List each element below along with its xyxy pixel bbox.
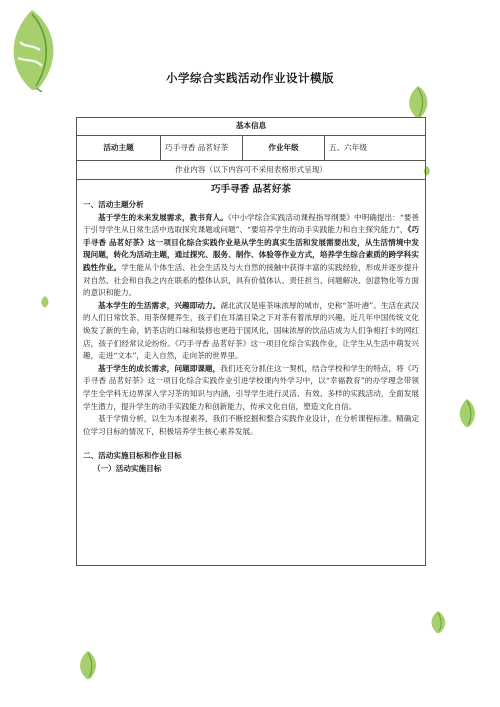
paragraph-1-lead: 基于学生的未来发展需求，教书育人。 — [98, 212, 228, 222]
tea-leaf-icon — [428, 610, 448, 634]
theme-value: 巧手寻香 品茗好茶 — [161, 136, 243, 160]
tea-leaf-icon — [456, 398, 478, 428]
grade-value: 五、六年级 — [329, 142, 367, 152]
basic-info-row — [77, 136, 425, 161]
tea-leaf-icon — [405, 85, 431, 119]
paragraph-1-emphasis: 《巧手寻香 品茗好茶》这一项目化综合实践作业是从学生的真实生活和发展需要出发，从生活情境中发现问题，转化为活动主题，通过探究、服务、制作、体验等作业方式，培养学生综合素质的跨学科实践性作业。 — [83, 225, 419, 272]
paragraph-4: 基于学情分析，以生为本提素养，我们不断挖掘和整合实践作业设计，在分析课程标准、精确定位学习目标的情况下，积极培养学生核心素养发展。 — [83, 414, 419, 436]
tea-leaf-icon — [76, 650, 100, 680]
paragraph-3-text: 我们还充分抓住这一契机，结合学校和学生的特点，将《巧手寻香 品茗好茶》这一项目化综合实践作业引进学校课内外学习中，以“幸福教育”的办学理念带领学生全学科无边界深入学习茶的知识与内涵，引导学生进行灵活、有效、多样的实践活动，全面发展学生潜力，提升学生的动手实践能力和创新能力，传承文化自信，塑造文化自信。 — [83, 363, 420, 411]
basic-info-label: 基本信息 — [235, 121, 267, 131]
content-note-row — [77, 161, 425, 180]
document-title: 小学综合实践活动作业设计模版 — [166, 71, 334, 85]
paragraph-2-text: 湖北武汉是座茶味浓厚的城市，史称“茶叶港”。生活在武汉的人们日常饮茶、用茶保健养生，孩子们在耳濡目染之下对茶有着浓厚的兴趣。近几年中国传统文化焕发了新的生命，奶茶店的口味和装修也更趋于国风化，国味浓厚的饮品店成为人们争相打卡的网红店，孩子们经常议论纷纷。《巧手寻香 品茗好茶》这一项目化综合实践作业，让学生从生活中萌发兴趣，走进“文本”，走入自然，走向茶的世界里。 — [83, 300, 419, 361]
content-row — [77, 180, 425, 565]
paragraph-3 — [83, 363, 419, 413]
section-spacer — [83, 438, 419, 450]
theme-label: 活动主题 — [77, 136, 161, 160]
tea-leaf-icon — [40, 296, 50, 308]
content-note: 作业内容（以下内容可不采用表格形式呈现） — [175, 164, 327, 174]
paragraph-1-text-a: 《中小学综合实践活动课程指导纲要》中明确提出：“要善于引导学生从日常生活中选取探究课题或问题”、“要培养学生的动手实践能力和自主探究能力”， — [83, 212, 419, 235]
paragraph-1 — [83, 212, 419, 300]
activity-design-table — [76, 117, 426, 566]
content-body — [77, 180, 425, 565]
paragraph-2-lead: 基本学生的生活需求，兴趣即动力。 — [98, 300, 221, 310]
section-2-subheading: （一）活动实施目标 — [93, 463, 162, 473]
grade-label: 作业年级 — [243, 136, 325, 160]
basic-info-header — [77, 118, 425, 136]
paragraph-2 — [83, 300, 419, 363]
section-1-heading: 一、活动主题分析 — [83, 200, 144, 209]
section-2-heading: 二、活动实施目标和作业目标 — [83, 451, 182, 461]
paragraph-3-lead: 基于学生的成长需求，问题即课题， — [98, 363, 221, 373]
paragraph-1-text-b: 学生能从个体生活、社会生活及与大自然的接触中获得丰富的实践经验，形成并逐步提升对自然、社会和自我之内在联系的整体认识，具有价值体认、责任担当、问题解决、创意物化等方面的意识和能力。 — [83, 262, 419, 298]
content-subtitle: 巧手寻香 品茗好茶 — [210, 184, 292, 195]
